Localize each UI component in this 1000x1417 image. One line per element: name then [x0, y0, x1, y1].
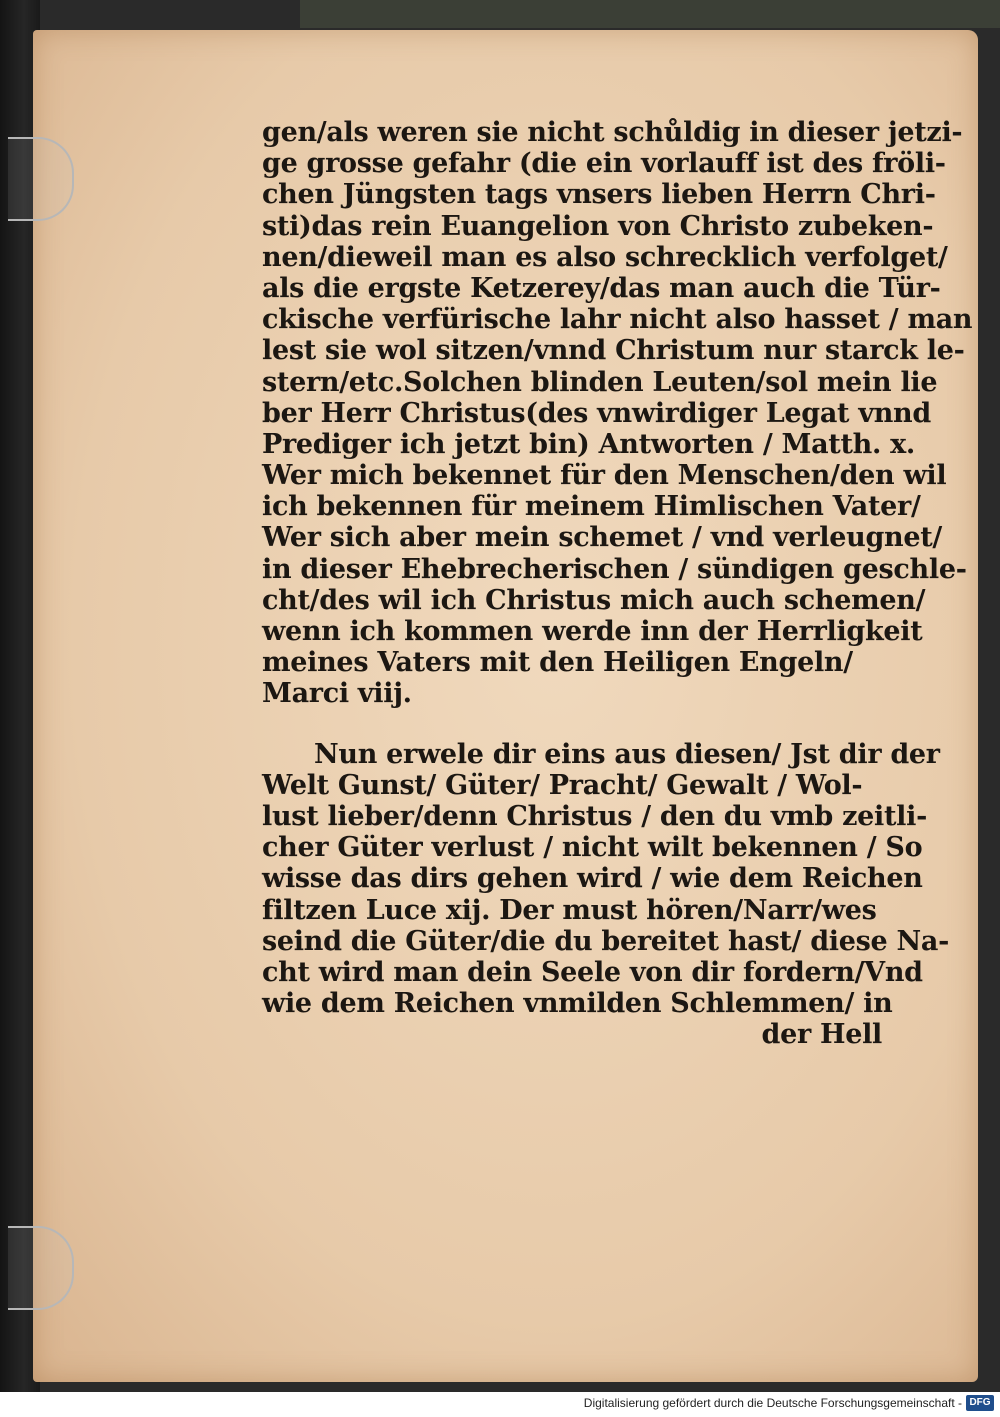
text-line: chen Jüngsten tags vnsers lieben Herrn Chri-: [262, 179, 936, 211]
paragraph-2: [262, 738, 949, 1020]
catchword: der Hell: [761, 1019, 882, 1051]
text-line: Welt Gunst/ Güter/ Pracht/ Gewalt / Wol-: [262, 769, 863, 801]
text-line: in dieser Ehebrecherischen / sündigen geschle-: [262, 553, 967, 585]
text-line: wisse das dirs gehen wird / wie dem Reichen: [262, 863, 923, 895]
text-line: seind die Güter/die du bereitet hast/ diese Na-: [262, 925, 949, 957]
text-line: meines Vaters mit den Heiligen Engeln/: [262, 647, 853, 679]
paragraph-1: [262, 117, 973, 710]
text-line: lest sie wol sitzen/vnnd Christum nur starck le-: [262, 335, 965, 367]
text-line: gen/als weren sie nicht schůldig in dieser jetzi-: [262, 117, 963, 148]
funding-credit: Digitalisierung gefördert durch die Deutsche Forschungsgemeinschaft -: [583, 1396, 962, 1410]
dfg-logo: DFG: [966, 1395, 994, 1411]
text-line: stern/etc.Solchen blinden Leuten/sol mein lie: [262, 366, 938, 398]
text-line: sti)das rein Euangelion von Christo zubeken-: [262, 210, 934, 242]
text-line: lust lieber/denn Christus / den du vmb zeitli-: [262, 800, 927, 832]
page-text: [262, 117, 973, 1051]
text-line: wenn ich kommen werde inn der Herrligkeit: [262, 616, 923, 647]
scanner-board-top: [300, 0, 1000, 28]
text-line: wie dem Reichen vnmilden Schlemmen/ in: [262, 988, 893, 1020]
text-line: Wer sich aber mein schemet / vnd verleugnet/: [262, 522, 942, 554]
text-line: cht/des wil ich Christus mich auch schemen/: [262, 584, 926, 616]
text-line: nen/dieweil man es also schrecklich verfolget/: [262, 241, 948, 273]
text-line: cher Güter verlust / nicht wilt bekennen / So: [262, 832, 923, 864]
text-line: Wer mich bekennet für den Menschen/den wil: [262, 460, 947, 492]
footer-bar: [0, 1392, 1000, 1417]
text-line: Marci viij.: [262, 678, 412, 710]
text-line: Nun erwele dir eins aus diesen/ Jst dir der: [314, 738, 940, 770]
text-line: ich bekennen für meinem Himlischen Vater/: [262, 491, 921, 523]
text-line: ckische verfürische lahr nicht also hasset / man: [262, 304, 973, 336]
text-line: Prediger ich jetzt bin) Antworten / Matth. x.: [262, 428, 916, 460]
text-line: cht wird man dein Seele von dir fordern/Vnd: [262, 956, 923, 988]
text-line: ber Herr Christus(des vnwirdiger Legat vnnd: [262, 397, 931, 429]
text-line: als die ergste Ketzerey/das man auch die Tür-: [262, 272, 941, 304]
paragraph-gap: [262, 710, 882, 739]
page-clip-bottom: [8, 1226, 74, 1310]
page-clip-top: [8, 137, 74, 221]
text-line: ge grosse gefahr (die ein vorlauff ist des fröli-: [262, 148, 946, 180]
text-line: filtzen Luce xij. Der must hören/Narr/wes: [262, 894, 877, 926]
